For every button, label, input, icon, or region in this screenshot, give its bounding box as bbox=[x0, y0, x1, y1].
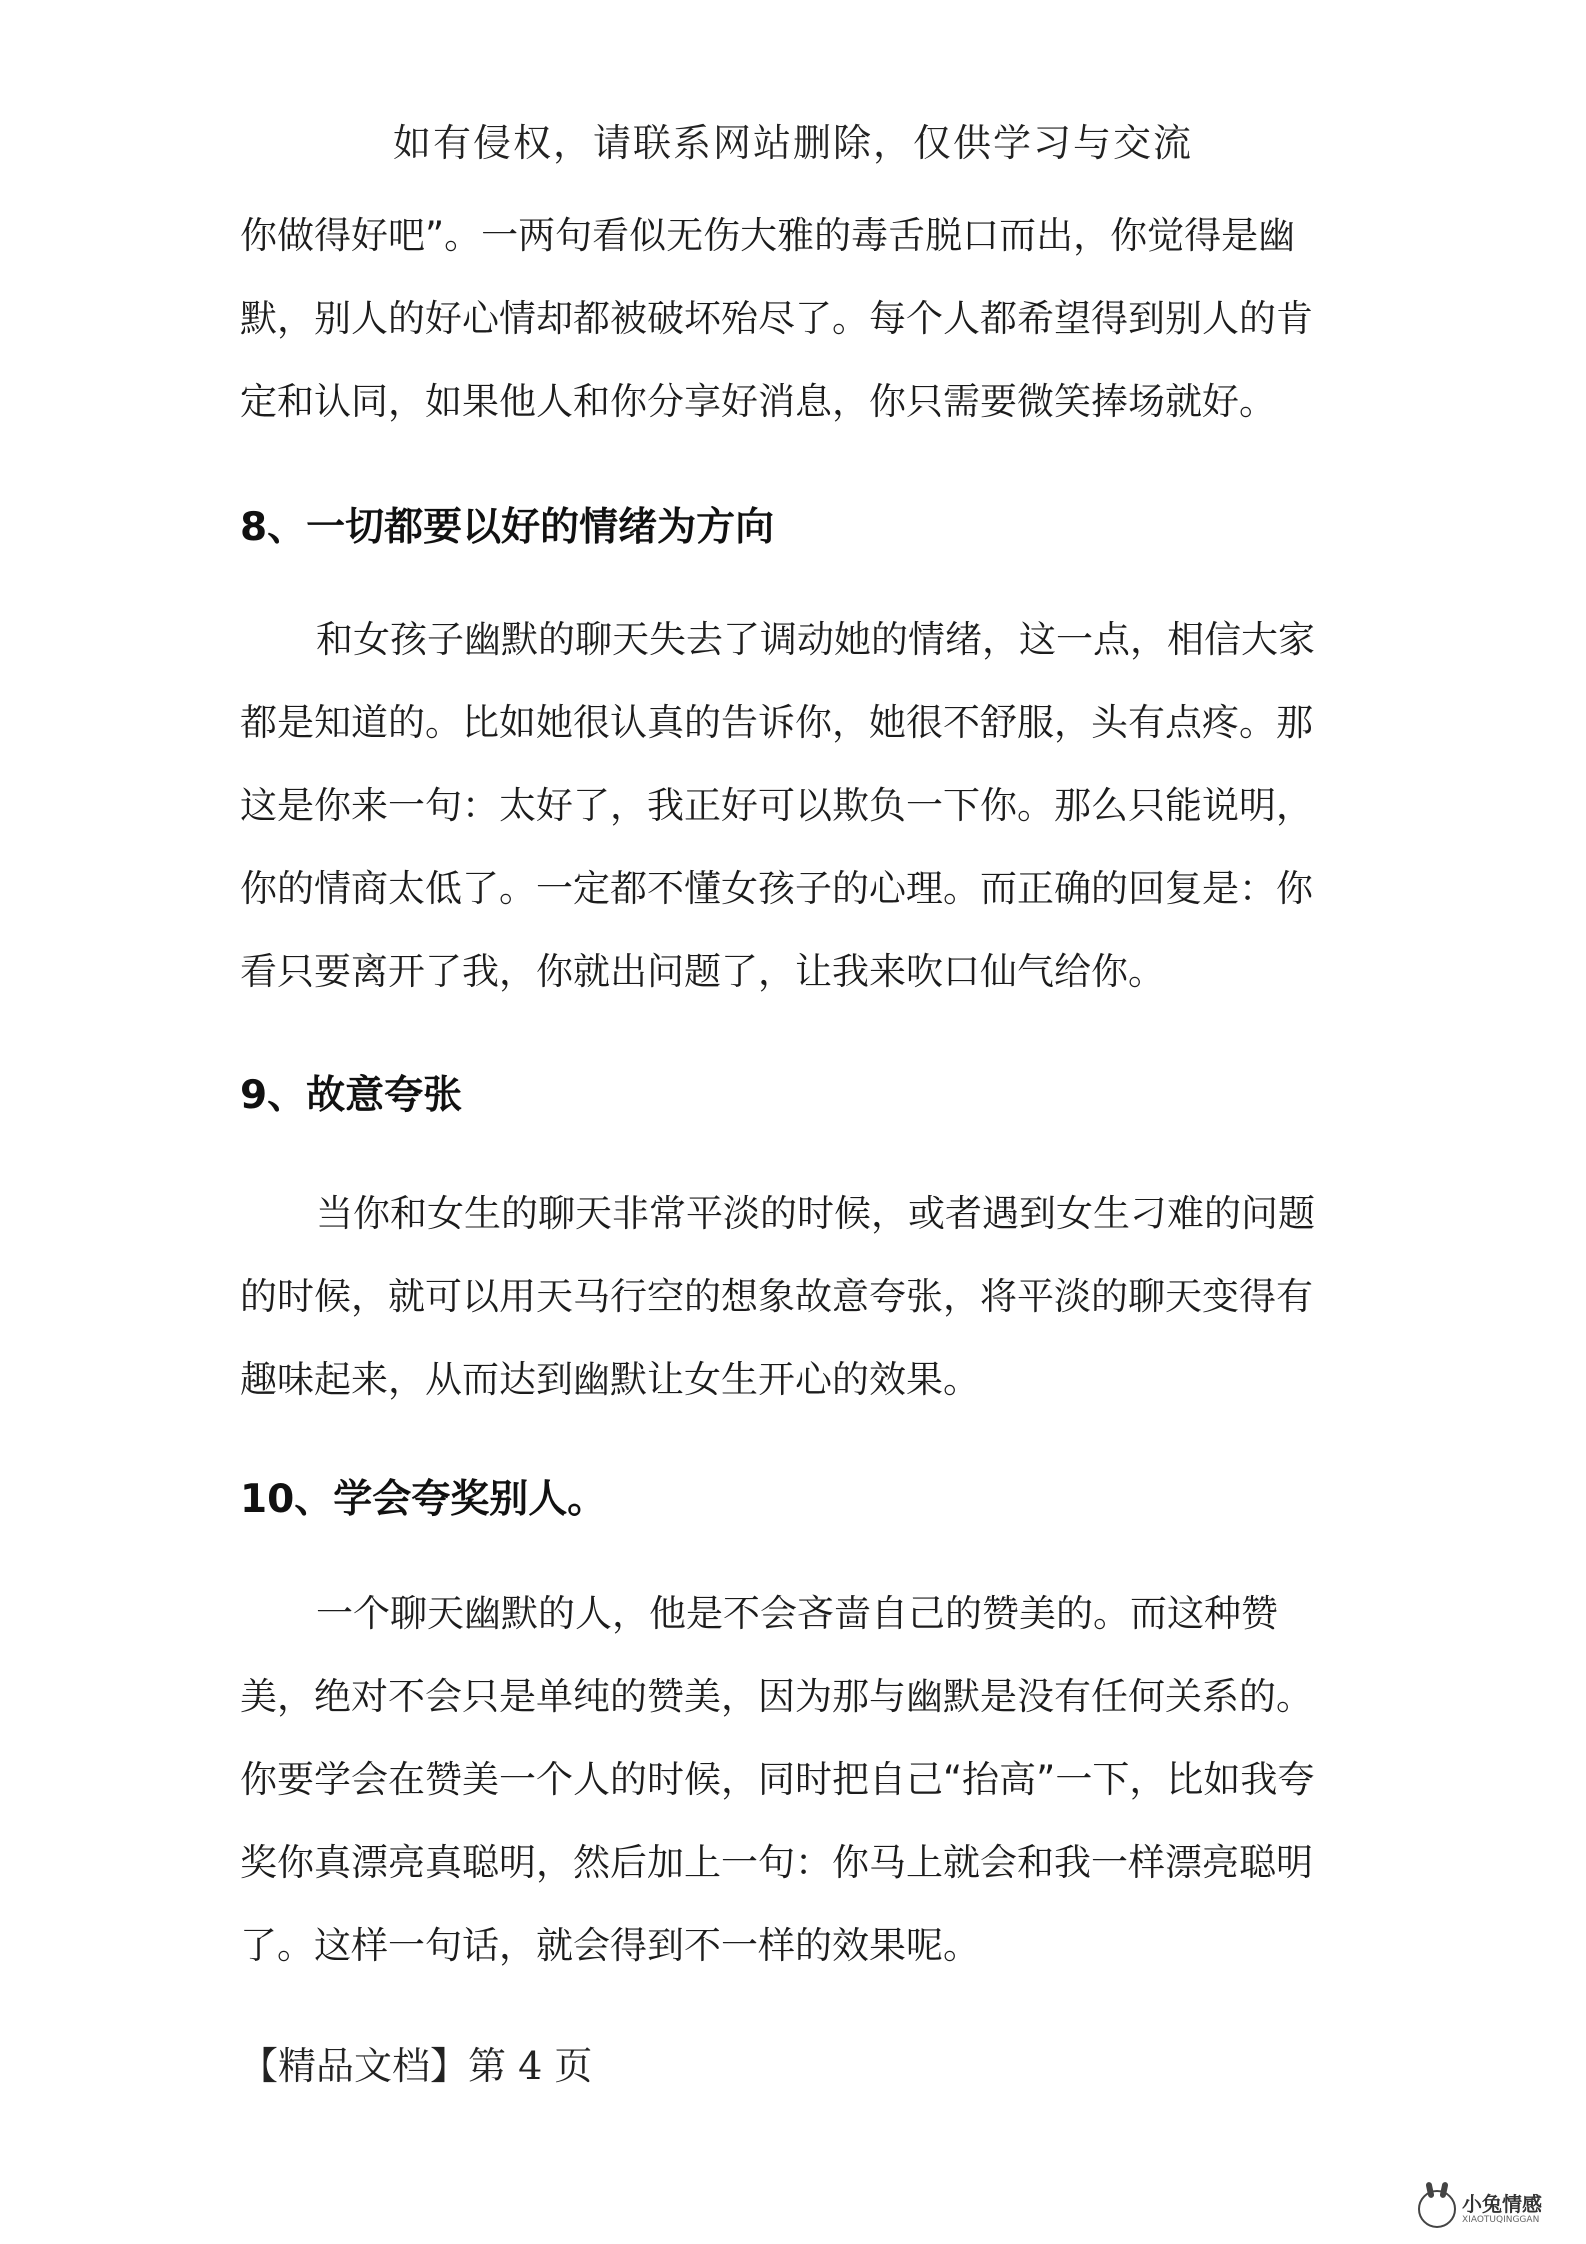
site-logo bbox=[1418, 2190, 1542, 2228]
section-9-heading: 9、故意夸张 bbox=[240, 1073, 463, 1118]
section-10-paragraph: 一个聊天幽默的人，他是不会吝啬自己的赞美的。而这种赞美，绝对不会只是单纯的赞美，因为那与幽默是没有任何关系的。你要学会在赞美一个人的时候，同时把自己“抬高”一下，比如我夸奖你真漂亮真聪明，然后加上一句：你马上就会和我一样漂亮聪明了。这样一句话，就会得到不一样的效果呢。 bbox=[240, 1592, 1315, 1967]
logo-text bbox=[1462, 2193, 1542, 2225]
section-8-heading: 8、一切都要以好的情绪为方向 bbox=[240, 505, 775, 550]
page-footer: 【精品文档】第 4 页 bbox=[240, 2044, 593, 2088]
copyright-notice: 如有侵权，请联系网站删除，仅供学习与交流 bbox=[392, 121, 1193, 165]
logo-subtitle: XIAOTUQINGGAN bbox=[1462, 2215, 1540, 2225]
section-9-paragraph: 当你和女生的聊天非常平淡的时候，或者遇到女生刁难的问题的时候，就可以用天马行空的想象故意夸张，将平淡的聊天变得有趣味起来，从而达到幽默让女生开心的效果。 bbox=[240, 1192, 1315, 1401]
rabbit-icon bbox=[1418, 2190, 1456, 2228]
logo-name: 小兔情感 bbox=[1462, 2192, 1542, 2216]
section-10-heading: 10、学会夸奖别人。 bbox=[240, 1477, 607, 1522]
section-8-paragraph: 和女孩子幽默的聊天失去了调动她的情绪，这一点，相信大家都是知道的。比如她很认真的告诉你，她很不舒服，头有点疼。那这是你来一句：太好了，我正好可以欺负一下你。那么只能说明，你的情商太低了。一定都不懂女孩子的心理。而正确的回复是：你看只要离开了我，你就出问题了，让我来吹口仙气给你。 bbox=[240, 618, 1315, 993]
intro-paragraph: 你做得好吧”。一两句看似无伤大雅的毒舌脱口而出，你觉得是幽默，别人的好心情却都被破坏殆尽了。每个人都希望得到别人的肯定和认同，如果他人和你分享好消息，你只需要微笑捧场就好。 bbox=[240, 214, 1313, 423]
